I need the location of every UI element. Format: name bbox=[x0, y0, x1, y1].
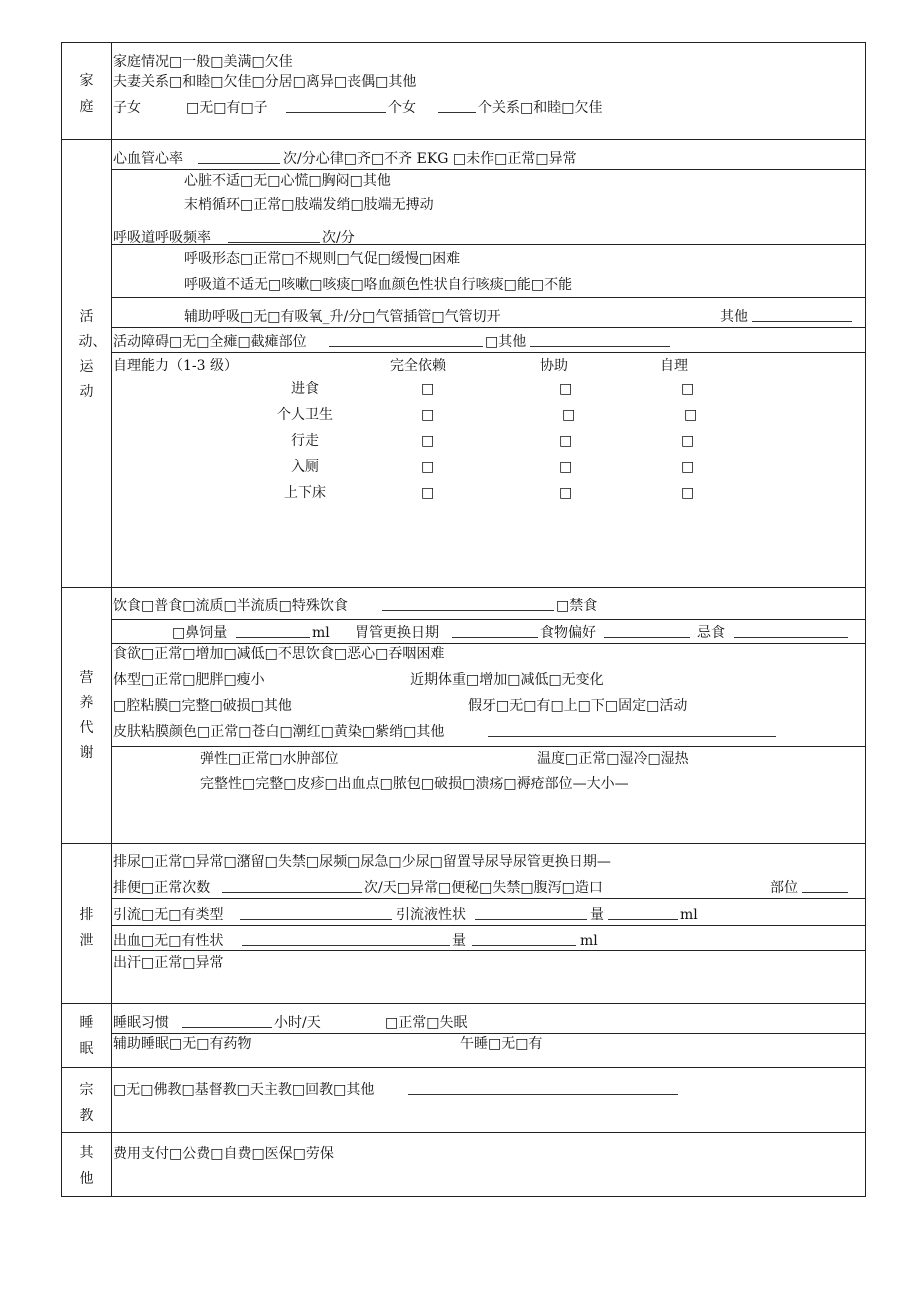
food-preference-label: 食物偏好 bbox=[540, 625, 596, 641]
selfcare-checkbox[interactable]: □ bbox=[681, 485, 695, 501]
bleeding-amount-label: 量 bbox=[452, 933, 466, 949]
row-divider bbox=[111, 898, 866, 899]
resp-rate-field[interactable] bbox=[228, 230, 320, 243]
selfcare-checkbox[interactable]: □ bbox=[559, 433, 573, 449]
selfcare-row-label: 行走 bbox=[291, 433, 319, 449]
row-divider bbox=[111, 1033, 866, 1034]
heart-discomfort[interactable]: 心脏不适□无□心慌□胸闷□其他 bbox=[184, 173, 391, 189]
drainage-label[interactable]: 引流□无□有类型 bbox=[113, 907, 224, 923]
payment-method[interactable]: 费用支付□公费□自费□医保□劳保 bbox=[113, 1146, 334, 1162]
defecation-status[interactable]: 次/天□异常□便秘□失禁□腹泻□造口 bbox=[364, 880, 603, 896]
paraplegia-site-field[interactable] bbox=[329, 334, 483, 347]
tube-feeding-unit: ml bbox=[312, 625, 330, 641]
dentures[interactable]: 假牙□无□有□上□下□固定□活动 bbox=[468, 698, 688, 714]
sleep-hours-field[interactable] bbox=[182, 1015, 272, 1028]
bleeding-label[interactable]: 出血□无□有性状 bbox=[113, 933, 224, 949]
row-divider bbox=[111, 950, 866, 951]
row-divider bbox=[111, 746, 866, 747]
gastric-tube-date-label: 胃管更换日期 bbox=[355, 625, 439, 641]
selfcare-checkbox[interactable]: □ bbox=[421, 433, 435, 449]
assisted-breathing[interactable]: 辅助呼吸□无□有吸氧_升/分□气管插管□气管切开 bbox=[184, 309, 501, 325]
selfcare-header: 协助 bbox=[540, 358, 568, 374]
assisted-breathing-other-label: 其他 bbox=[720, 309, 748, 325]
sleep-hours-unit: 小时/天 bbox=[274, 1015, 321, 1031]
recent-weight[interactable]: 近期体重□增加□减低□无变化 bbox=[410, 672, 604, 688]
oral-mucosa[interactable]: □腔粘膜□完整□破损□其他 bbox=[113, 698, 292, 714]
row-divider bbox=[111, 925, 866, 926]
daughters-count-field[interactable] bbox=[438, 100, 476, 113]
heart-rhythm[interactable]: 次/分心律□齐□不齐 EKG □未作□正常□异常 bbox=[283, 151, 577, 167]
skin-elasticity[interactable]: 弹性□正常□水肿部位 bbox=[200, 751, 339, 767]
section-label-excretion: 排泄 bbox=[79, 907, 94, 949]
assisted-breathing-other-field[interactable] bbox=[752, 309, 852, 322]
fasting-checkbox[interactable]: □禁食 bbox=[556, 598, 598, 614]
family-relationship[interactable]: 个关系□和睦□欠佳 bbox=[478, 100, 603, 116]
row-divider bbox=[111, 244, 866, 245]
section-label-sleep: 睡眠 bbox=[79, 1015, 94, 1057]
skin-color[interactable]: 皮肤粘膜颜色□正常□苍白□潮红□黄染□紫绡□其他 bbox=[113, 724, 445, 740]
row-divider bbox=[61, 1003, 866, 1004]
heart-rate-label: 心血管心率 bbox=[113, 151, 183, 167]
section-label-other: 其他 bbox=[79, 1145, 94, 1187]
family-children-label: 子女 bbox=[113, 100, 141, 116]
family-marital[interactable]: 夫妻关系□和睦□欠佳□分居□离异□丧偶□其他 bbox=[113, 74, 417, 90]
section-label-activity: 活动、运动 bbox=[78, 309, 107, 400]
row-divider bbox=[111, 297, 866, 298]
selfcare-row-label: 个人卫生 bbox=[277, 407, 333, 423]
selfcare-row-label: 上下床 bbox=[284, 485, 326, 501]
drainage-amount-field[interactable] bbox=[608, 907, 678, 920]
selfcare-checkbox[interactable]: □ bbox=[684, 407, 698, 423]
drainage-nature-label: 引流液性状 bbox=[396, 907, 466, 923]
tube-feeding-label[interactable]: □鼻饲量 bbox=[172, 625, 228, 641]
selfcare-checkbox[interactable]: □ bbox=[559, 381, 573, 397]
row-divider bbox=[111, 327, 866, 328]
selfcare-checkbox[interactable]: □ bbox=[681, 381, 695, 397]
appetite[interactable]: 食欲□正常□增加□减低□不思饮食□恶心□吞咽困难 bbox=[113, 646, 445, 662]
diet-type[interactable]: 饮食□普食□流质□半流质□特殊饮食 bbox=[113, 598, 348, 614]
drainage-unit: ml bbox=[680, 907, 698, 923]
religion-other-field[interactable] bbox=[408, 1082, 678, 1095]
section-label-family: 家庭 bbox=[79, 73, 94, 115]
selfcare-header: 自理 bbox=[660, 358, 688, 374]
sleep-status[interactable]: □正常□失眠 bbox=[385, 1015, 468, 1031]
row-divider bbox=[61, 1132, 866, 1133]
selfcare-checkbox[interactable]: □ bbox=[421, 459, 435, 475]
drainage-amount-label: 量 bbox=[590, 907, 604, 923]
row-divider bbox=[61, 139, 866, 140]
peripheral-circulation[interactable]: 末梢循环□正常□肢端发绡□肢端无搏动 bbox=[184, 197, 434, 213]
stoma-site-label: 部位 bbox=[770, 880, 798, 896]
body-type[interactable]: 体型□正常□肥胖□瘦小 bbox=[113, 672, 265, 688]
urination[interactable]: 排尿□正常□异常□潴留□失禁□尿频□尿急□少尿□留置导尿导尿管更换日期— bbox=[113, 854, 611, 870]
row-divider bbox=[111, 643, 866, 644]
selfcare-checkbox[interactable]: □ bbox=[559, 459, 573, 475]
gastric-tube-date-field[interactable] bbox=[452, 625, 538, 638]
resp-rate-label: 呼吸道呼吸频率 bbox=[113, 230, 211, 246]
row-divider bbox=[61, 587, 866, 588]
skin-temperature[interactable]: 温度□正常□湿冷□湿热 bbox=[537, 751, 689, 767]
heart-rate-field[interactable] bbox=[198, 151, 280, 164]
stoma-site-field[interactable] bbox=[802, 880, 848, 893]
selfcare-checkbox[interactable]: □ bbox=[681, 433, 695, 449]
selfcare-header: 完全依赖 bbox=[390, 358, 446, 374]
resp-rate-unit: 次/分 bbox=[322, 230, 355, 246]
selfcare-checkbox[interactable]: □ bbox=[562, 407, 576, 423]
sleep-habit-label: 睡眠习惯 bbox=[113, 1015, 169, 1031]
tube-feeding-amount-field[interactable] bbox=[236, 625, 310, 638]
section-label-religion: 宗教 bbox=[79, 1082, 94, 1124]
skin-integrity[interactable]: 完整性□完整□皮疹□出血点□脓包□破损□溃疡□褥疮部位—大小— bbox=[200, 776, 629, 792]
selfcare-title: 自理能力（1-3 级） bbox=[113, 358, 238, 374]
selfcare-checkbox[interactable]: □ bbox=[421, 407, 435, 423]
food-avoid-label: 忌食 bbox=[697, 625, 725, 641]
defecation-label: 排便□正常次数 bbox=[113, 880, 211, 896]
bleeding-unit: ml bbox=[580, 933, 598, 949]
selfcare-checkbox[interactable]: □ bbox=[421, 381, 435, 397]
selfcare-row-label: 入厕 bbox=[291, 459, 319, 475]
religion-options[interactable]: □无□佛教□基督教□天主教□回教□其他 bbox=[113, 1082, 375, 1098]
bleeding-amount-field[interactable] bbox=[472, 933, 576, 946]
mobility-other-label[interactable]: □其他 bbox=[485, 334, 527, 350]
family-daughters-label: 个女 bbox=[388, 100, 416, 116]
row-divider bbox=[111, 619, 866, 620]
drainage-nature-field[interactable] bbox=[475, 907, 587, 920]
resp-form[interactable]: 呼吸形态□正常□不规则□气促□缓慢□困难 bbox=[184, 251, 461, 267]
sons-count-field[interactable] bbox=[286, 100, 386, 113]
special-diet-field[interactable] bbox=[382, 598, 554, 611]
selfcare-checkbox[interactable]: □ bbox=[681, 459, 695, 475]
selfcare-checkbox[interactable]: □ bbox=[421, 485, 435, 501]
mobility-impairment[interactable]: 活动障碍□无□全瘫□截瘫部位 bbox=[113, 334, 307, 350]
section-label-nutrition: 营养代谢 bbox=[79, 670, 94, 761]
mobility-other-field[interactable] bbox=[530, 334, 670, 347]
defecation-count-field[interactable] bbox=[222, 880, 362, 893]
selfcare-checkbox[interactable]: □ bbox=[559, 485, 573, 501]
nap[interactable]: 午睡□无□有 bbox=[460, 1036, 543, 1052]
row-divider bbox=[61, 843, 866, 844]
selfcare-row-label: 进食 bbox=[291, 381, 319, 397]
food-avoid-field[interactable] bbox=[734, 625, 848, 638]
sleep-aid[interactable]: 辅助睡眠□无□有药物 bbox=[113, 1036, 252, 1052]
drainage-type-field[interactable] bbox=[240, 907, 392, 920]
sweating[interactable]: 出汗□正常□异常 bbox=[113, 955, 224, 971]
row-divider bbox=[111, 169, 866, 170]
row-divider bbox=[61, 1067, 866, 1068]
row-divider bbox=[111, 352, 866, 353]
bleeding-nature-field[interactable] bbox=[242, 933, 450, 946]
family-children-options[interactable]: □无□有□子 bbox=[186, 100, 268, 116]
food-preference-field[interactable] bbox=[604, 625, 690, 638]
resp-discomfort[interactable]: 呼吸道不适无□咳嗽□咳痰□咯血颜色性状自行咳痰□能□不能 bbox=[184, 277, 573, 293]
skin-color-other-field[interactable] bbox=[488, 724, 776, 737]
family-situation[interactable]: 家庭情况□一般□美满□欠佳 bbox=[113, 54, 293, 70]
